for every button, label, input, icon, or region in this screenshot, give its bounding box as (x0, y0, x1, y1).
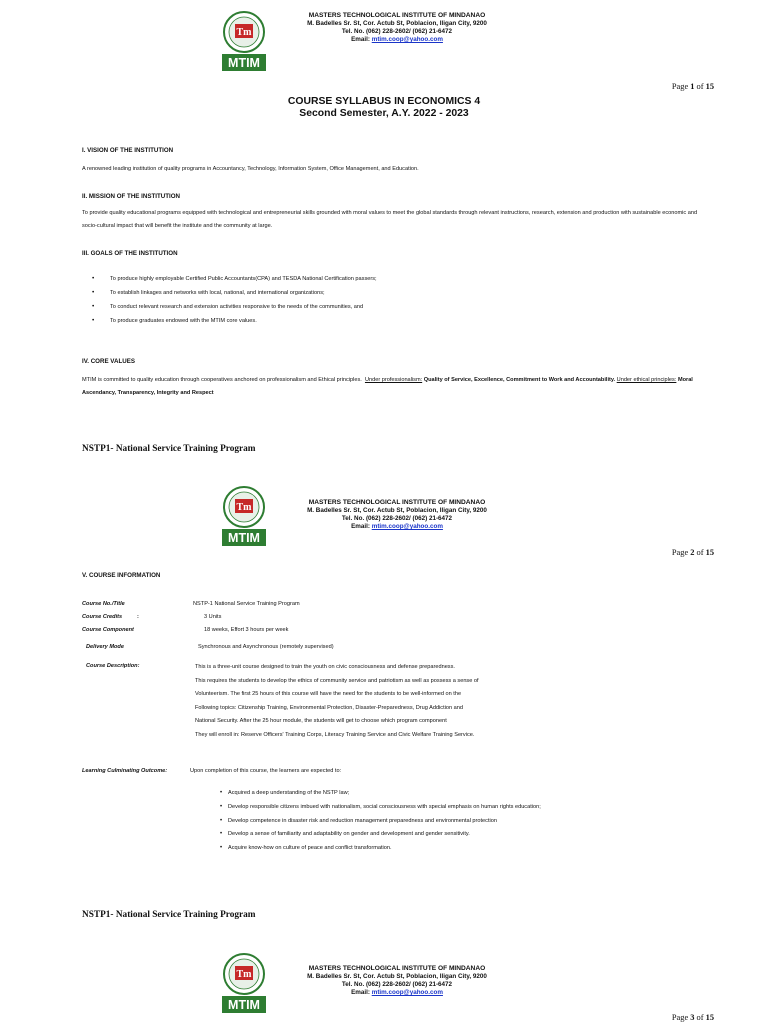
list-item: • Acquire know-how on culture of peace and conflict transformation. (220, 842, 541, 856)
vision-text: A renowned leading institution of quality programs in Accountancy, Technology, Information System, Office Management, and Education. (82, 166, 419, 172)
svg-text:MTIM: MTIM (228, 998, 260, 1012)
mtim-logo-icon (222, 10, 266, 72)
page-title: COURSE SYLLABUS IN ECONOMICS 4 Second Semester, A.Y. 2022 - 2023 (287, 96, 481, 119)
page-number-1: Page 1 of 15 (671, 82, 714, 91)
svg-text:Tm: Tm (236, 27, 252, 38)
list-item: • Develop responsible citizens imbued with nationalism, social consciousness with special emphasis on human rights education; (220, 801, 541, 815)
letterhead-3 (0, 952, 768, 1016)
course-no-value: NSTP-1 National Service Training Program (193, 601, 300, 607)
email-link[interactable]: mtim.coop@yahoo.com (371, 36, 443, 43)
institution-email-row: Email: mtim.coop@yahoo.com (351, 36, 443, 43)
institution-block (290, 965, 504, 997)
learning-outcome-intro: Upon completion of this course, the learners are expected to: (190, 768, 342, 774)
email-link[interactable]: mtim.coop@yahoo.com (371, 989, 443, 996)
course-description-text: This is a three-unit course designed to train the youth on civic consciousness and defense preparedness. This requires the students to develop the ethics of community service and patriotism as well as possess a sense of Volunteerism. The first 25 hours of this course will have the need for the students to be well-informed on the Following topics: Citizenship Training, Environmental Protection, Disaster-Preparedness, Drug Addiction and National Security. After the 25 hour module, the students will get to choose which program component They will enroll in: Reserve Officers' Training Corps, Literacy Training Service and Civic Welfare Training Service. (195, 664, 479, 738)
institution-address: M. Badelles Sr. St, Cor. Actub St, Poblacion, Iligan City, 9200 (307, 973, 487, 980)
goals-list (92, 272, 377, 328)
institution-address: M. Badelles Sr. St, Cor. Actub St, Poblacion, Iligan City, 9200 (307, 20, 487, 27)
letterhead-2 (0, 485, 768, 549)
list-item: • To establish linkages and networks with local, national, and international organizations; (92, 286, 377, 300)
page-number-2: Page 2 of 15 (671, 548, 714, 557)
institution-block (290, 12, 504, 44)
course-credits-label: Course Credits (82, 614, 123, 620)
page-number-3: Page 3 of 15 (671, 1013, 714, 1022)
svg-text:Tm: Tm (236, 502, 252, 513)
institution-address: M. Badelles Sr. St, Cor. Actub St, Poblacion, Iligan City, 9200 (307, 507, 487, 514)
footer-program-2: NSTP1- National Service Training Program (82, 910, 256, 920)
course-description-label: Course Description: (86, 663, 140, 669)
institution-tel: Tel. No. (062) 228-2602/ (062) 21-6472 (341, 515, 453, 522)
mission-heading: II. MISSION OF THE INSTITUTION (82, 193, 180, 200)
email-link[interactable]: mtim.coop@yahoo.com (371, 523, 443, 530)
institution-email-row: Email: mtim.coop@yahoo.com (351, 989, 443, 996)
list-item: • Develop competence in disaster risk and reduction management preparedness and environmental protection (220, 815, 541, 829)
mtim-logo-icon (222, 952, 266, 1014)
core-values-text: MTIM is committed to quality education through cooperatives anchored on professionalism and Ethical principles. Under professionalism: Quality of Service, Excellence, Commitment to Work and Accountability. Under ethical principles: Moral Ascendancy, Transparency, Integrity and Respect (82, 377, 693, 396)
course-no-label: Course No./Title (82, 601, 125, 607)
svg-text:Tm: Tm (236, 969, 252, 980)
core-values-heading: IV. CORE VALUES (82, 358, 135, 365)
institution-block (290, 499, 504, 531)
institution-tel: Tel. No. (062) 228-2602/ (062) 21-6472 (341, 981, 453, 988)
mtim-logo-icon (222, 485, 266, 547)
course-credits-value: 3 Units (204, 614, 222, 620)
delivery-mode-label: Delivery Mode (86, 644, 124, 650)
outcomes-list (220, 787, 541, 856)
institution-tel: Tel. No. (062) 228-2602/ (062) 21-6472 (341, 28, 453, 35)
learning-outcome-label: Learning Culminating Outcome: (82, 768, 168, 774)
list-item: • Acquired a deep understanding of the NSTP law; (220, 787, 541, 801)
institution-email-row: Email: mtim.coop@yahoo.com (351, 523, 443, 530)
list-item: • To produce highly employable Certified Public Accountants(CPA) and TESDA National Certification passers; (92, 272, 377, 286)
institution-name: MASTERS TECHNOLOGICAL INSTITUTE OF MINDANAO (308, 965, 486, 972)
goals-heading: III. GOALS OF THE INSTITUTION (82, 250, 178, 257)
course-component-value: 18 weeks, Effort 3 hours per week (204, 627, 289, 633)
svg-text:MTIM: MTIM (228, 56, 260, 70)
mission-text: To provide quality educational programs equipped with technological and entrepreneurial skills grounded with moral values to meet the global standards through relevant instructions, research, extension and production with sustainable economic and socio-cultural impact that will benefit the institute and the community at large. (82, 210, 698, 229)
vision-heading: I. VISION OF THE INSTITUTION (82, 147, 174, 154)
list-item: • To conduct relevant research and extension activities responsive to the needs of the communities, and (92, 300, 377, 314)
list-item: • To produce graduates endowed with the MTIM core values. (92, 314, 377, 328)
course-info-heading: V. COURSE INFORMATION (82, 572, 161, 579)
institution-name: MASTERS TECHNOLOGICAL INSTITUTE OF MINDANAO (308, 499, 486, 506)
institution-name: MASTERS TECHNOLOGICAL INSTITUTE OF MINDANAO (308, 12, 486, 19)
list-item: • Develop a sense of familiarity and adaptability on gender and development and gender sensitivity. (220, 828, 541, 842)
course-credits-colon: : (137, 614, 139, 620)
letterhead-1 (0, 10, 768, 74)
svg-text:MTIM: MTIM (228, 531, 260, 545)
delivery-mode-value: Synchronous and Asynchronous (remotely supervised) (198, 644, 334, 650)
course-component-label: Course Component (82, 627, 134, 633)
footer-program-1: NSTP1- National Service Training Program (82, 444, 256, 454)
